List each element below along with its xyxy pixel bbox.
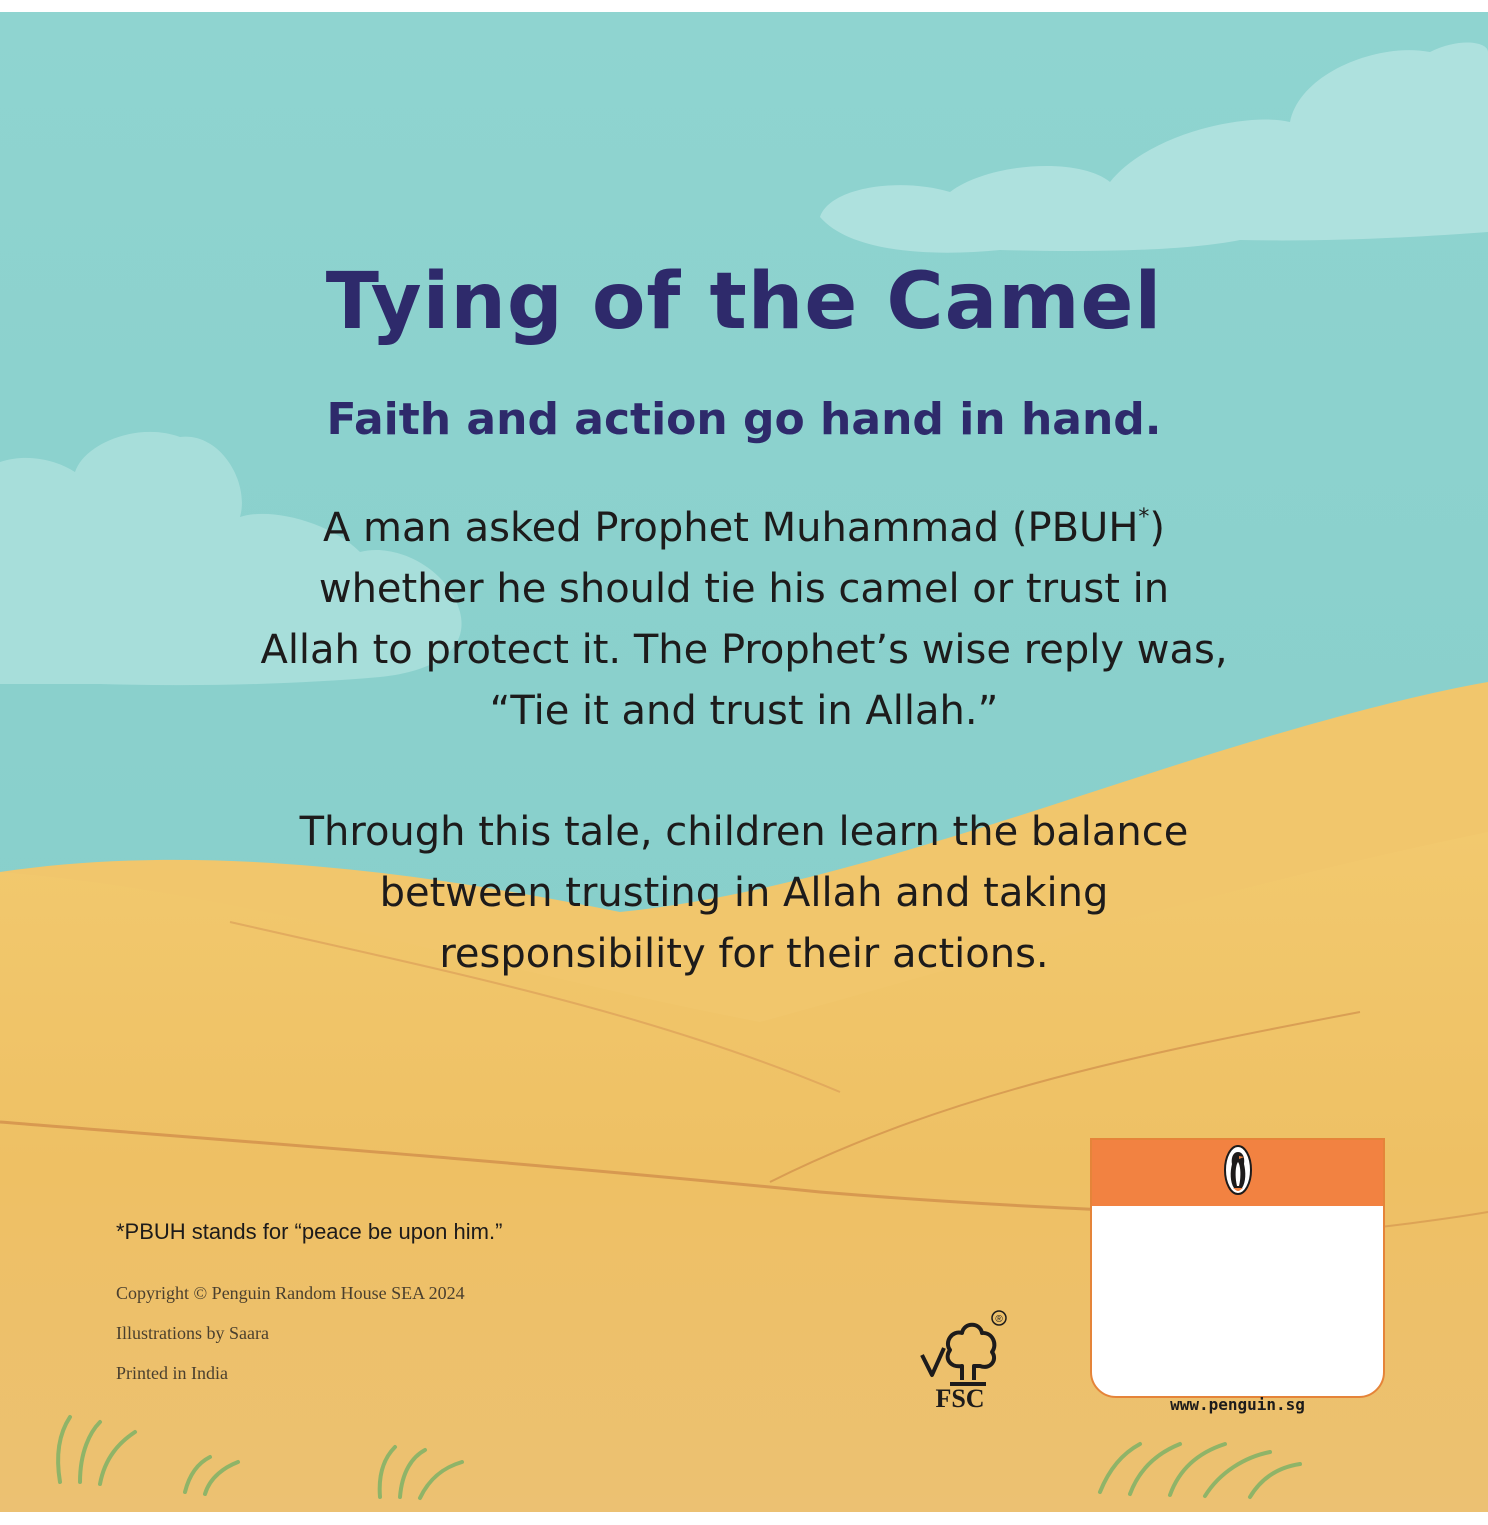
blurb-line: Through this tale, children learn the balance	[299, 809, 1189, 855]
back-cover	[0, 12, 1488, 1512]
blurb-paragraph-2	[0, 802, 1488, 985]
fsc-label: FSC	[935, 1384, 985, 1413]
blurb-line: whether he should tie his camel or trust in	[318, 566, 1170, 612]
copyright-line: Copyright © Penguin Random House SEA 2024	[116, 1283, 465, 1303]
blurb-line: Allah to protect it. The Prophet’s wise reply was,	[260, 627, 1228, 673]
book-title: Tying of the Camel	[325, 257, 1163, 347]
blurb-line: responsibility for their actions.	[439, 931, 1049, 977]
blurb-line: “Tie it and trust in Allah.”	[489, 688, 999, 734]
illustrator-credit: Illustrations by Saara	[116, 1323, 269, 1343]
blurb-line: A man asked Prophet Muhammad (PBUH*)	[322, 505, 1166, 551]
registered-mark: ®	[995, 1314, 1003, 1325]
asterisk-marker: *	[1138, 505, 1150, 530]
book-subtitle: Faith and action go hand in hand.	[326, 394, 1162, 445]
publisher-url: www.penguin.sg	[1170, 1395, 1305, 1414]
penguin-logo-icon	[1223, 1144, 1253, 1196]
blurb-line: between trusting in Allah and taking	[379, 870, 1109, 916]
pbuh-footnote: *PBUH stands for “peace be upon him.”	[116, 1219, 503, 1244]
printed-in: Printed in India	[116, 1363, 228, 1383]
blurb-paragraph-1	[0, 498, 1488, 742]
